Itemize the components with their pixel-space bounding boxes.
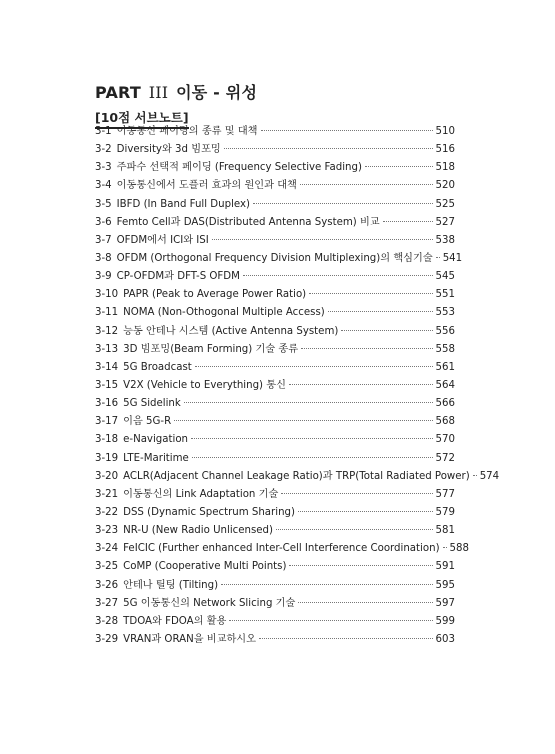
toc-entry-number: 3-8 (95, 252, 112, 264)
toc-entry-page: 545 (435, 271, 455, 283)
toc-entry[interactable] (95, 613, 455, 631)
toc-entry[interactable] (95, 341, 455, 359)
toc-entry[interactable] (95, 123, 455, 141)
toc-entry-page: 525 (435, 198, 455, 210)
toc-entry-title: 능동 안테나 시스템 (Active Antenna System) (123, 325, 339, 337)
toc-dot-leader (184, 402, 433, 403)
toc-entry-page: 527 (435, 216, 455, 228)
toc-entry[interactable] (95, 141, 455, 159)
toc-entry-number: 3-27 (95, 597, 119, 609)
toc-dot-leader (221, 584, 432, 585)
toc-entry-page: 561 (435, 361, 455, 373)
toc-dot-leader (192, 457, 433, 458)
toc-entry-number: 3-13 (95, 343, 119, 355)
toc-dot-leader (365, 166, 433, 167)
toc-entry-page: 574 (479, 470, 500, 482)
toc-dot-leader (289, 565, 432, 566)
toc-entry[interactable] (95, 377, 455, 395)
part-name: 이동 - 위성 (176, 83, 258, 102)
toc-entry-title: e-Navigation (123, 434, 189, 446)
toc-entry[interactable] (95, 450, 455, 468)
toc-entry[interactable] (95, 577, 455, 595)
toc-entry-title: OFDM에서 ICI와 ISI (116, 234, 209, 246)
toc-entry-title: 이동통신 페이딩의 종류 및 대책 (116, 126, 258, 137)
toc-entry-title: 5G 이동통신의 Network Slicing 기술 (123, 597, 296, 609)
toc-entry-number: 3-12 (95, 325, 119, 337)
toc-entry-page: 520 (435, 180, 455, 192)
toc-entry-title: V2X (Vehicle to Everything) 통신 (123, 379, 286, 391)
toc-entry-title: TDOA와 FDOA의 활용 (123, 615, 227, 627)
toc-entry-number: 3-26 (95, 579, 119, 591)
toc-dot-leader (261, 130, 433, 131)
toc-entry[interactable] (95, 395, 455, 413)
toc-entry[interactable] (95, 413, 455, 431)
toc-entry-number: 3-9 (95, 271, 112, 283)
toc-entry-number: 3-7 (95, 234, 112, 246)
toc-dot-leader (341, 330, 432, 331)
toc-entry-number: 3-24 (95, 543, 119, 555)
table-of-contents (95, 123, 500, 649)
toc-entry[interactable] (95, 268, 455, 286)
toc-entry-page: 597 (435, 597, 455, 609)
toc-entry-page: 566 (435, 398, 455, 410)
toc-entry-title: Diversity와 3d 빔포밍 (116, 144, 221, 156)
toc-entry-title: OFDM (Orthogonal Frequency Division Multiplexing)의 핵심기술 (116, 252, 433, 264)
part-title (95, 80, 257, 103)
toc-entry-number: 3-23 (95, 525, 119, 537)
toc-entry-title: NR-U (New Radio Unlicensed) (123, 525, 273, 537)
toc-entry-number: 3-17 (95, 416, 119, 428)
toc-entry[interactable] (95, 232, 455, 250)
toc-entry[interactable] (95, 304, 455, 322)
toc-entry-page: 581 (435, 525, 455, 537)
toc-dot-leader (174, 420, 432, 421)
toc-entry[interactable] (95, 504, 455, 522)
toc-entry-number: 3-2 (95, 144, 112, 156)
toc-entry-number: 3-21 (95, 488, 119, 500)
toc-entry-title: PAPR (Peak to Average Power Ratio) (123, 289, 307, 301)
toc-entry-page: 538 (435, 234, 455, 246)
toc-entry-number: 3-11 (95, 307, 119, 319)
toc-entry-number: 3-16 (95, 398, 119, 410)
toc-dot-leader (300, 184, 433, 185)
toc-entry[interactable] (95, 286, 455, 304)
toc-entry-page: 603 (435, 633, 455, 645)
toc-entry-page: 572 (435, 452, 455, 464)
toc-entry[interactable] (95, 468, 500, 486)
toc-entry-page: 599 (435, 615, 455, 627)
toc-entry[interactable] (95, 196, 455, 214)
toc-dot-leader (259, 638, 433, 639)
toc-entry-number: 3-20 (95, 470, 119, 482)
toc-entry-title: CoMP (Cooperative Multi Points) (123, 561, 287, 573)
toc-entry[interactable] (95, 486, 455, 504)
toc-dot-leader (383, 221, 433, 222)
toc-dot-leader (298, 602, 432, 603)
toc-entry-title: 주파수 선택적 페이딩 (Frequency Selective Fading) (116, 162, 362, 174)
toc-entry-page: 558 (435, 343, 455, 355)
part-roman-numeral: III (148, 83, 169, 102)
toc-dot-leader (443, 547, 447, 548)
toc-entry-title: 5G Sidelink (123, 398, 181, 410)
toc-entry[interactable] (95, 595, 455, 613)
toc-entry-number: 3-15 (95, 379, 119, 391)
toc-dot-leader (301, 348, 432, 349)
toc-entry-title: 이동통신의 Link Adaptation 기술 (123, 488, 279, 500)
toc-entry-title: 이음 5G-R (123, 416, 172, 428)
toc-entry-number: 3-29 (95, 633, 119, 645)
toc-dot-leader (281, 493, 432, 494)
toc-entry-page: 564 (435, 379, 455, 391)
toc-dot-leader (276, 529, 433, 530)
toc-entry-title: DSS (Dynamic Spectrum Sharing) (123, 506, 295, 518)
toc-entry-title: ACLR(Adjacent Channel Leakage Ratio)과 TRP(Total Radiated Power) (123, 470, 470, 482)
toc-entry-number: 3-4 (95, 180, 112, 192)
toc-entry-page: 591 (435, 561, 455, 573)
toc-dot-leader (436, 257, 440, 258)
toc-entry-title: 안테나 틸팅 (Tilting) (123, 579, 219, 591)
toc-dot-leader (195, 366, 433, 367)
toc-dot-leader (253, 203, 433, 204)
toc-entry-title: 이동통신에서 도플러 효과의 원인과 대책 (116, 180, 297, 192)
toc-entry-title: Femto Cell과 DAS(Distributed Antenna System) 비교 (116, 216, 380, 228)
toc-entry[interactable] (95, 522, 455, 540)
toc-entry-number: 3-19 (95, 452, 119, 464)
toc-entry-page: 516 (435, 144, 455, 156)
toc-entry-number: 3-22 (95, 506, 119, 518)
toc-entry-number: 3-25 (95, 561, 119, 573)
toc-entry-title: 5G Broadcast (123, 361, 192, 373)
toc-dot-leader (473, 475, 477, 476)
toc-dot-leader (309, 293, 432, 294)
toc-entry-number: 3-18 (95, 434, 119, 446)
toc-entry-page: 541 (442, 252, 463, 264)
toc-dot-leader (229, 620, 432, 621)
toc-entry-number: 3-3 (95, 162, 112, 174)
toc-dot-leader (328, 311, 433, 312)
toc-dot-leader (289, 384, 433, 385)
toc-entry-number: 3-14 (95, 361, 119, 373)
toc-entry-number: 3-28 (95, 615, 119, 627)
toc-entry-number: 3-1 (95, 126, 112, 137)
toc-entry-page: 595 (435, 579, 455, 591)
part-prefix: PART (95, 83, 141, 102)
toc-entry[interactable] (95, 631, 455, 649)
toc-entry[interactable] (95, 431, 455, 449)
toc-entry-title: NOMA (Non-Othogonal Multiple Access) (123, 307, 325, 319)
toc-entry-title: LTE-Maritime (123, 452, 189, 464)
toc-entry-title: IBFD (In Band Full Duplex) (116, 198, 250, 210)
toc-dot-leader (212, 239, 433, 240)
toc-entry-page: 551 (435, 289, 455, 301)
toc-entry-page: 568 (435, 416, 455, 428)
toc-entry-title: 3D 빔포밍(Beam Forming) 기술 종류 (123, 343, 299, 355)
toc-dot-leader (243, 275, 433, 276)
section-heading-text: [10점 서브노트] (95, 110, 189, 125)
toc-entry[interactable] (95, 159, 455, 177)
toc-entry-page: 510 (435, 126, 455, 137)
toc-entry-number: 3-10 (95, 289, 119, 301)
toc-entry-page: 553 (435, 307, 455, 319)
toc-entry-title: FeICIC (Further enhanced Inter-Cell Interference Coordination) (123, 543, 440, 555)
toc-entry-page: 570 (435, 434, 455, 446)
toc-entry[interactable] (95, 250, 463, 268)
toc-dot-leader (224, 148, 433, 149)
toc-entry[interactable] (95, 558, 455, 576)
toc-entry-title: CP-OFDM과 DFT-S OFDM (116, 271, 240, 283)
toc-entry-page: 556 (435, 325, 455, 337)
toc-entry-number: 3-6 (95, 216, 112, 228)
toc-entry[interactable] (95, 540, 469, 558)
toc-dot-leader (191, 438, 433, 439)
toc-entry[interactable] (95, 323, 455, 341)
toc-entry-page: 518 (435, 162, 455, 174)
toc-entry-page: 577 (435, 488, 455, 500)
toc-entry-title: VRAN과 ORAN을 비교하시오 (123, 633, 256, 645)
toc-entry[interactable] (95, 359, 455, 377)
toc-dot-leader (298, 511, 433, 512)
toc-entry-number: 3-5 (95, 198, 112, 210)
toc-entry-page: 588 (449, 543, 469, 555)
toc-entry[interactable] (95, 177, 455, 195)
toc-entry[interactable] (95, 214, 455, 232)
toc-entry-page: 579 (435, 506, 455, 518)
